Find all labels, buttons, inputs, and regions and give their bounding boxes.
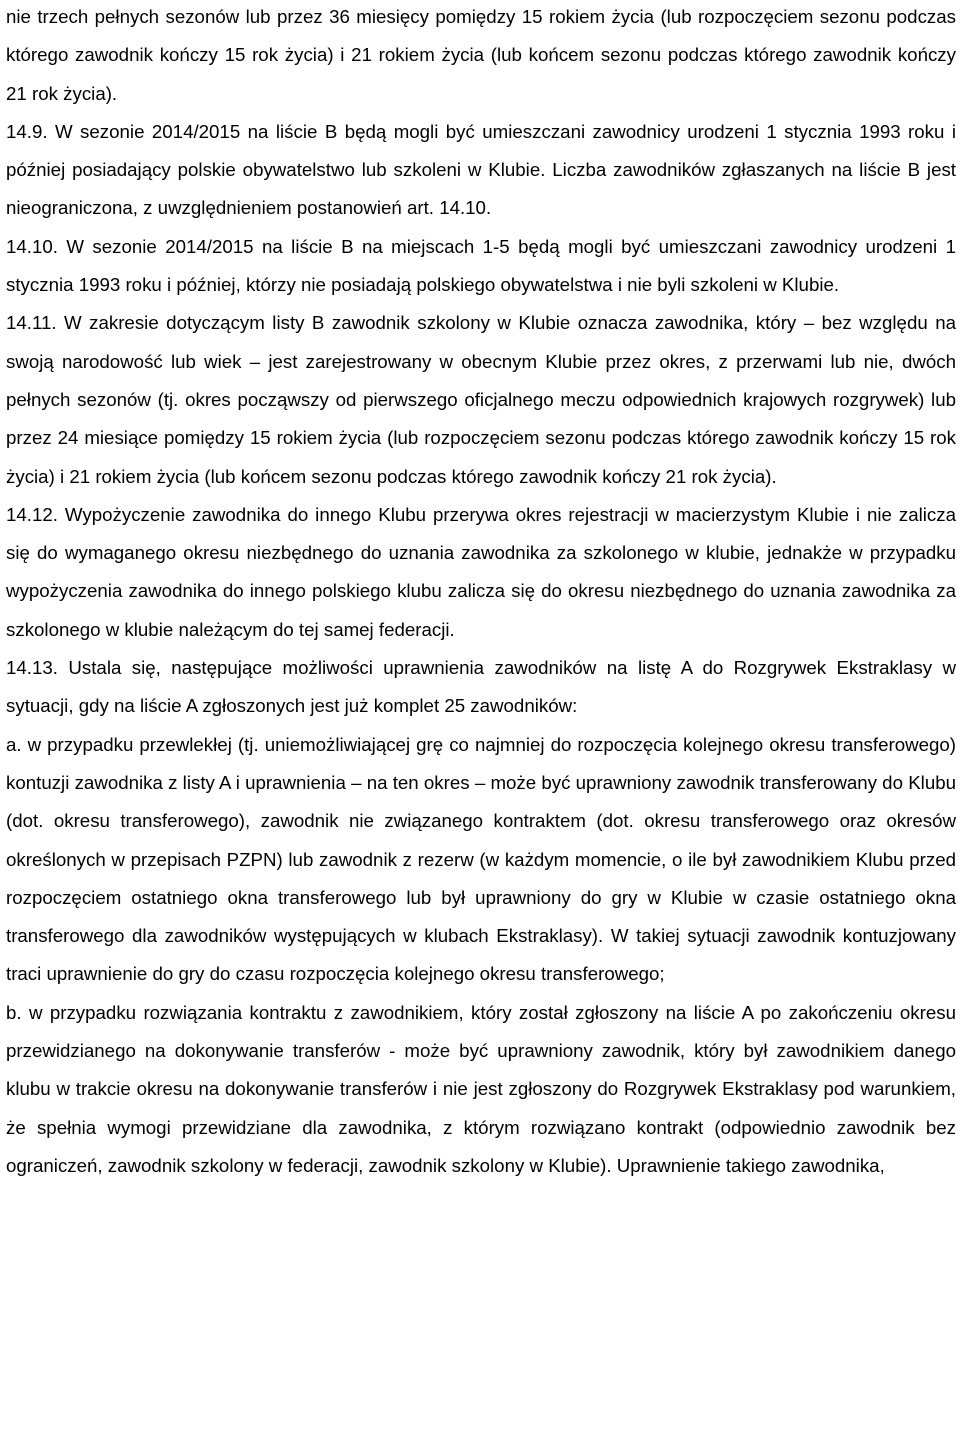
paragraph-14-9: 14.9. W sezonie 2014/2015 na liście B będą mogli być umieszczani zawodnicy urodzeni 1 stycznia 1993 roku i później posiadający polskie obywatelstwo lub szkoleni w Klubie. Liczba zawodników zgłaszanych na liście B jest nieograniczona, z uwzględnieniem postanowień art. 14.10. — [6, 120, 956, 219]
list-item-b: b. w przypadku rozwiązania kontraktu z zawodnikiem, który został zgłoszony na liście A po zakończeniu okresu przewidzianego na dokonywanie transferów - może być uprawniony zawodnik, który był zawodnikiem danego klubu w trakcie okresu na dokonywanie transferów i nie jest zgłoszony do Rozgrywek Ekstraklasy pod warunkiem, że spełnia wymogi przewidziane dla zawodnika, z którym rozwiązano kontrakt (odpowiednio zawodnik bez ograniczeń, zawodnik szkolony w federacji, zawodnik szkolony w Klubie). Uprawnienie takiego zawodnika, — [6, 1001, 956, 1176]
paragraph-14-13: 14.13. Ustala się, następujące możliwości uprawnienia zawodników na listę A do Rozgrywek Ekstraklasy w sytuacji, gdy na liście A zgłoszonych jest już komplet 25 zawodników: — [6, 657, 956, 717]
document-page — [6, 0, 956, 1185]
paragraph-continuation: nie trzech pełnych sezonów lub przez 36 miesięcy pomiędzy 15 rokiem życia (lub rozpoczęciem sezonu podczas którego zawodnik kończy 15 rok życia) i 21 rokiem życia (lub końcem sezonu podczas którego zawodnik kończy 21 rok życia). — [6, 6, 956, 104]
list-item-a: a. w przypadku przewlekłej (tj. uniemożliwiającej grę co najmniej do rozpoczęcia kolejnego okresu transferowego) kontuzji zawodnika z listy A i uprawnienia – na ten okres – może być uprawniony zawodnik transferowany do Klubu (dot. okresu transferowego), zawodnik nie związanego kontraktem (dot. okresu transferowego oraz okresów określonych w przepisach PZPN) lub zawodnik z rezerw (w każdym momencie, o ile był zawodnikiem Klubu przed rozpoczęciem ostatniego okna transferowego lub był uprawniony do gry w Klubie w czasie ostatniego okna transferowego dla zawodników występujących w klubach Ekstraklasy). W takiej sytuacji zawodnik kontuzjowany traci uprawnienie do gry do czasu rozpoczęcia kolejnego okresu transferowego; — [6, 733, 956, 985]
paragraph-14-10: 14.10. W sezonie 2014/2015 na liście B na miejscach 1-5 będą mogli być umieszczani zawodnicy urodzeni 1 stycznia 1993 roku i później, którzy nie posiadają polskiego obywatelstwa i nie byli szkoleni w Klubie. — [6, 235, 956, 296]
paragraph-14-12: 14.12. Wypożyczenie zawodnika do innego Klubu przerywa okres rejestracji w macierzystym Klubie i nie zalicza się do wymaganego okresu niezbędnego do uznania zawodnika za szkolonego w klubie, jednakże w przypadku wypożyczenia zawodnika do innego polskiego klubu zalicza się do okresu niezbędnego do uznania zawodnika za szkolonego w klubie należącym do tej samej federacji. — [6, 503, 956, 640]
paragraph-14-11: 14.11. W zakresie dotyczącym listy B zawodnik szkolony w Klubie oznacza zawodnika, który – bez względu na swoją narodowość lub wiek – jest zarejestrowany w obecnym Klubie przez okres, z przerwami lub nie, dwóch pełnych sezonów (tj. okres począwszy od pierwszego oficjalnego meczu odpowiednich krajowych rozgrywek) lub przez 24 miesiące pomiędzy 15 rokiem życia (lub rozpoczęciem sezonu podczas którego zawodnik kończy 15 rok życia) i 21 rokiem życia (lub końcem sezonu podczas którego zawodnik kończy 21 rok życia). — [6, 312, 956, 487]
